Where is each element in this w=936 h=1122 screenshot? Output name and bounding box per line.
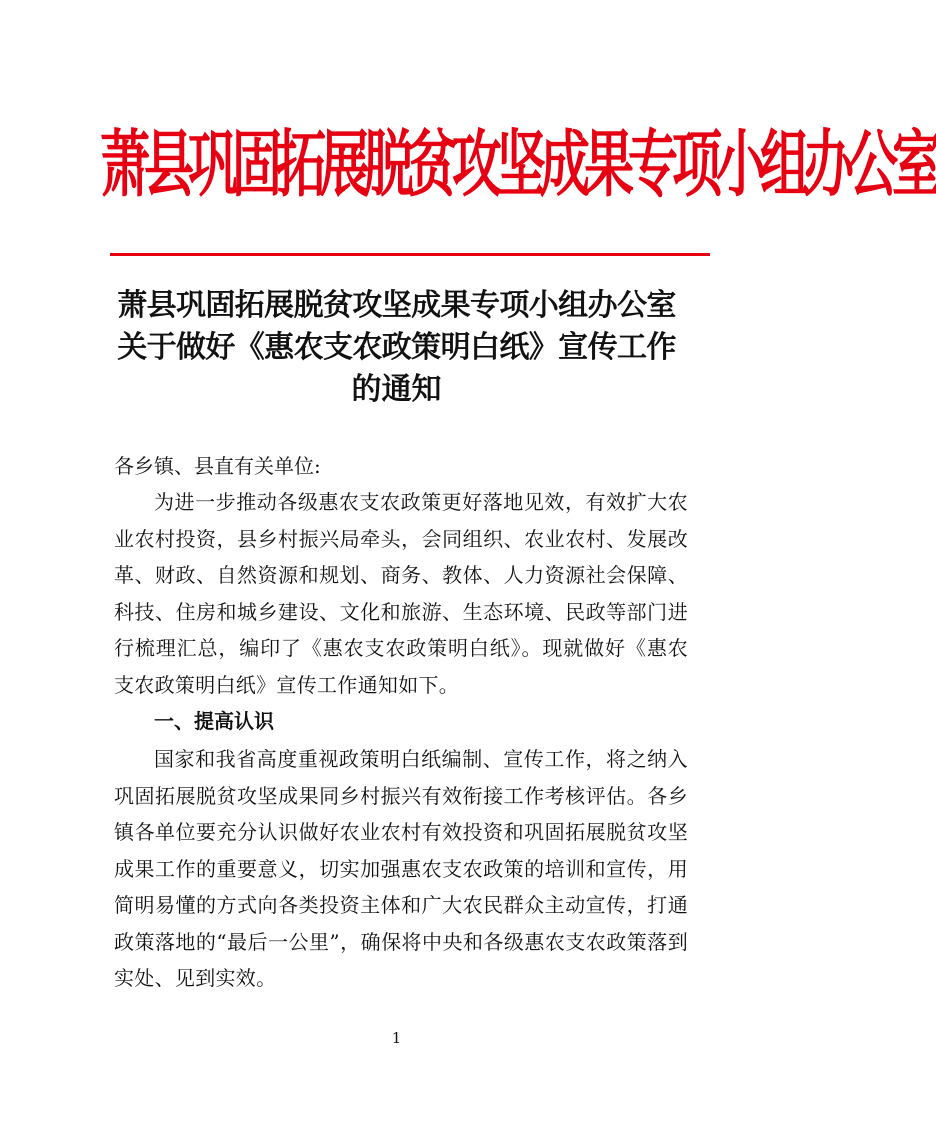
document-title-line-3: 的通知 [351, 372, 442, 407]
document-title-line-2: 关于做好《惠农支农政策明白纸》宣传工作 [117, 330, 676, 365]
letterhead-divider [110, 253, 710, 256]
salutation: 各乡镇、县直有关单位: [114, 454, 321, 478]
document-title-line-1: 萧县巩固拓展脱贫攻坚成果专项小组办公室 [117, 288, 676, 323]
org-letterhead: 萧县巩固拓展脱贫攻坚成果专项小组办公室 [100, 122, 936, 208]
body-paragraph-section-1: 国家和我省高度重视政策明白纸编制、宣传工作，将之纳入巩固拓展脱贫攻坚成果同乡村振兴有效衔接工作考核评估。各乡镇各单位要充分认识做好农业农村有效投资和巩固拓展脱贫攻坚成果工作的重要意义，切实加强惠农支农政策的培训和宣传，用简明易懂的方式向各类投资主体和广大农民群众主动宣传，打通政策落地的“最后一公里”，确保将中央和各级惠农支农政策落到实处、见到实效。 [114, 747, 688, 990]
body-paragraph-intro: 为进一步推动各级惠农支农政策更好落地见效，有效扩大农业农村投资，县乡村振兴局牵头，会同组织、农业农村、发展改革、财政、自然资源和规划、商务、教体、人力资源社会保障、科技、住房和城乡建设、文化和旅游、生态环境、民政等部门进行梳理汇总，编印了《惠农支农政策明白纸》。现就做好《惠农支农政策明白纸》宣传工作通知如下。 [114, 490, 688, 697]
page-number: 1 [391, 1029, 402, 1047]
section-heading: 一、提高认识 [154, 709, 274, 733]
